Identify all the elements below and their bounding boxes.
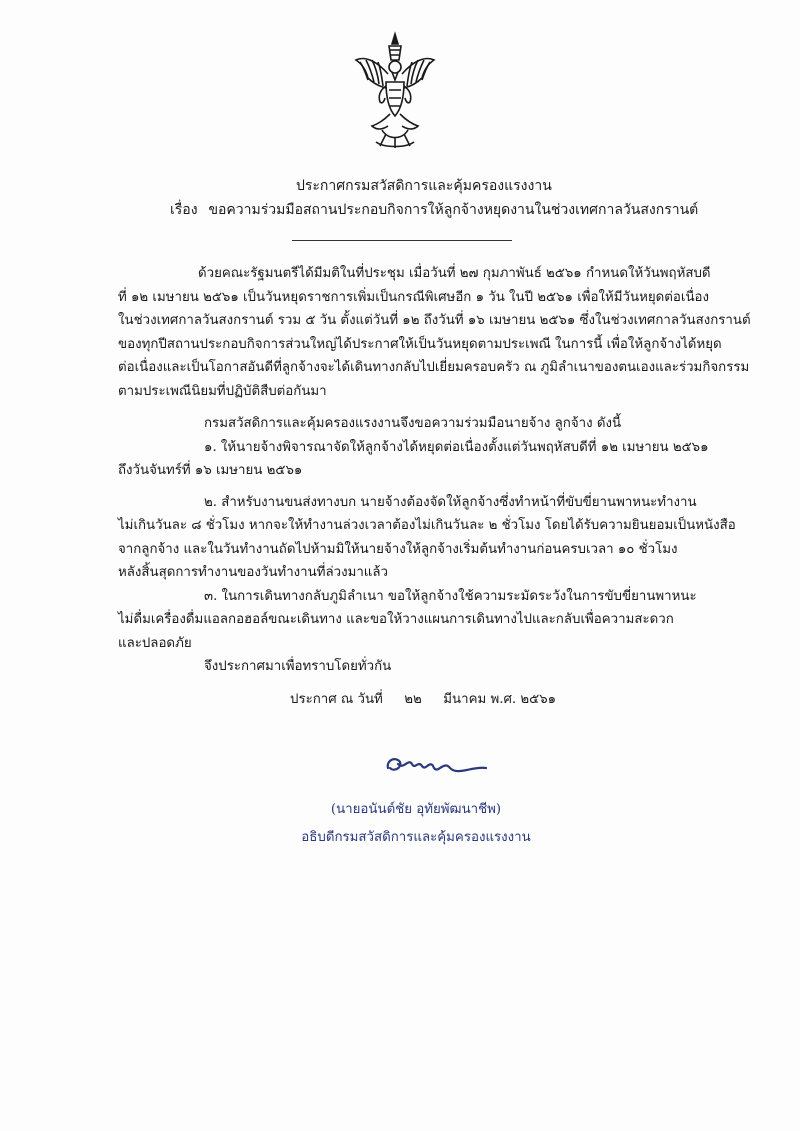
list-item-line: หลังสิ้นสุดการทำงานของวันทำงานที่ล่วงมาแล้ว <box>118 565 388 580</box>
issued-prefix: ประกาศ ณ วันที่ <box>290 692 383 707</box>
issued-date-line <box>290 688 556 709</box>
list-item-line: ไม่ดื่มเครื่องดื่มแอลกอฮอล์ขณะเดินทาง และขอให้วางแผนการเดินทางไปและกลับเพื่อความสะดวก <box>118 612 674 627</box>
paragraph-line: ตามประเพณีนิยมที่ปฏิบัติสืบต่อกันมา <box>118 383 327 399</box>
announcement-title: ประกาศกรมสวัสดิการและคุ้มครองแรงงาน <box>296 178 552 194</box>
header-divider <box>292 240 512 241</box>
paragraph-line: ด้วยคณะรัฐมนตรีได้มีมติในที่ประชุม เมื่อวันที่ ๒๗ กุมภาพันธ์ ๒๕๖๑ กำหนดให้วันพฤหัสบดี <box>198 266 711 281</box>
subject-text: ขอความร่วมมือสถานประกอบกิจการให้ลูกจ้างหยุดงานในช่วงเทศกาลวันสงกรานต์ <box>208 202 699 218</box>
list-item-line: จากลูกจ้าง และในวันทำงานถัดไปห้ามมิให้นายจ้างให้ลูกจ้างเริ่มต้นทำงานก่อนครบเวลา ๑๐ ชั่วโมง <box>118 541 678 557</box>
list-item-line: ไม่เกินวันละ ๘ ชั่วโมง หากจะให้ทำงานล่วงเวลาต้องไม่เกินวันละ ๒ ชั่วโมง โดยได้รับความยินยอมเป็นหนังสือ <box>118 518 736 533</box>
subject-label: เรื่อง <box>170 202 198 218</box>
paragraph-line: ในช่วงเทศกาลวันสงกรานต์ รวม ๕ วัน ตั้งแต่วันที่ ๑๒ ถึงวันที่ ๑๖ เมษายน ๒๕๖๑ ซึ่งในช่วงเทศกาลวันสงกรานต์ <box>118 313 751 328</box>
document-body <box>118 262 751 679</box>
list-item-line: ๓. ในการเดินทางกลับภูมิลำเนา ขอให้ลูกจ้างใช้ความระมัดระวังในการขับขี่ยานพาหนะ <box>204 588 697 604</box>
list-item-line: ถึงวันจันทร์ที่ ๑๖ เมษายน ๒๕๖๑ <box>118 463 303 478</box>
paragraph-line: กรมสวัสดิการและคุ้มครองแรงงานจึงขอความร่วมมือนายจ้าง ลูกจ้าง ดังนี้ <box>204 416 622 431</box>
paragraph-line: ต่อเนื่องและเป็นโอกาสอันดีที่ลูกจ้างจะได้เดินทางกลับไปเยี่ยมครอบครัว ณ ภูมิลำเนาของตนเองและร่วมกิจกรรม <box>118 360 750 375</box>
issued-day: ๒๒ <box>404 692 422 707</box>
announcement-subject <box>170 199 698 221</box>
garuda-emblem-icon <box>352 30 438 150</box>
signer-position: อธิบดีกรมสวัสดิการและคุ้มครองแรงงาน <box>301 830 531 845</box>
handwritten-signature <box>382 748 492 782</box>
paragraph-line: ของทุกปีสถานประกอบกิจการส่วนใหญ่ได้ประกาศให้เป็นวันหยุดตามประเพณี ในการนี้ เพื่อให้ลูกจ้างได้หยุด <box>118 336 722 352</box>
paragraph-line: ที่ ๑๒ เมษายน ๒๕๖๑ เป็นวันหยุดราชการเพิ่มเป็นกรณีพิเศษอีก ๑ วัน ในปี ๒๕๖๑ เพื่อให้มีวันหยุดต่อเนื่อง <box>118 289 710 305</box>
list-item-line: ๑. ให้นายจ้างพิจารณาจัดให้ลูกจ้างได้หยุดต่อเนื่องตั้งแต่วันพฤหัสบดีที่ ๑๒ เมษายน ๒๕๖๑ <box>204 439 709 455</box>
list-item-line: ๒. สำหรับงานขนส่งทางบก นายจ้างต้องจัดให้ลูกจ้างซึ่งทำหน้าที่ขับขี่ยานพาหนะทำงาน <box>204 494 697 510</box>
issued-month-year: มีนาคม พ.ศ. ๒๕๖๑ <box>443 692 557 707</box>
list-item-line: และปลอดภัย <box>118 635 192 651</box>
closing-line: จึงประกาศมาเพื่อทราบโดยทั่วกัน <box>204 659 392 674</box>
signer-name: (นายอนันต์ชัย อุทัยพัฒนาชีพ) <box>330 802 502 817</box>
